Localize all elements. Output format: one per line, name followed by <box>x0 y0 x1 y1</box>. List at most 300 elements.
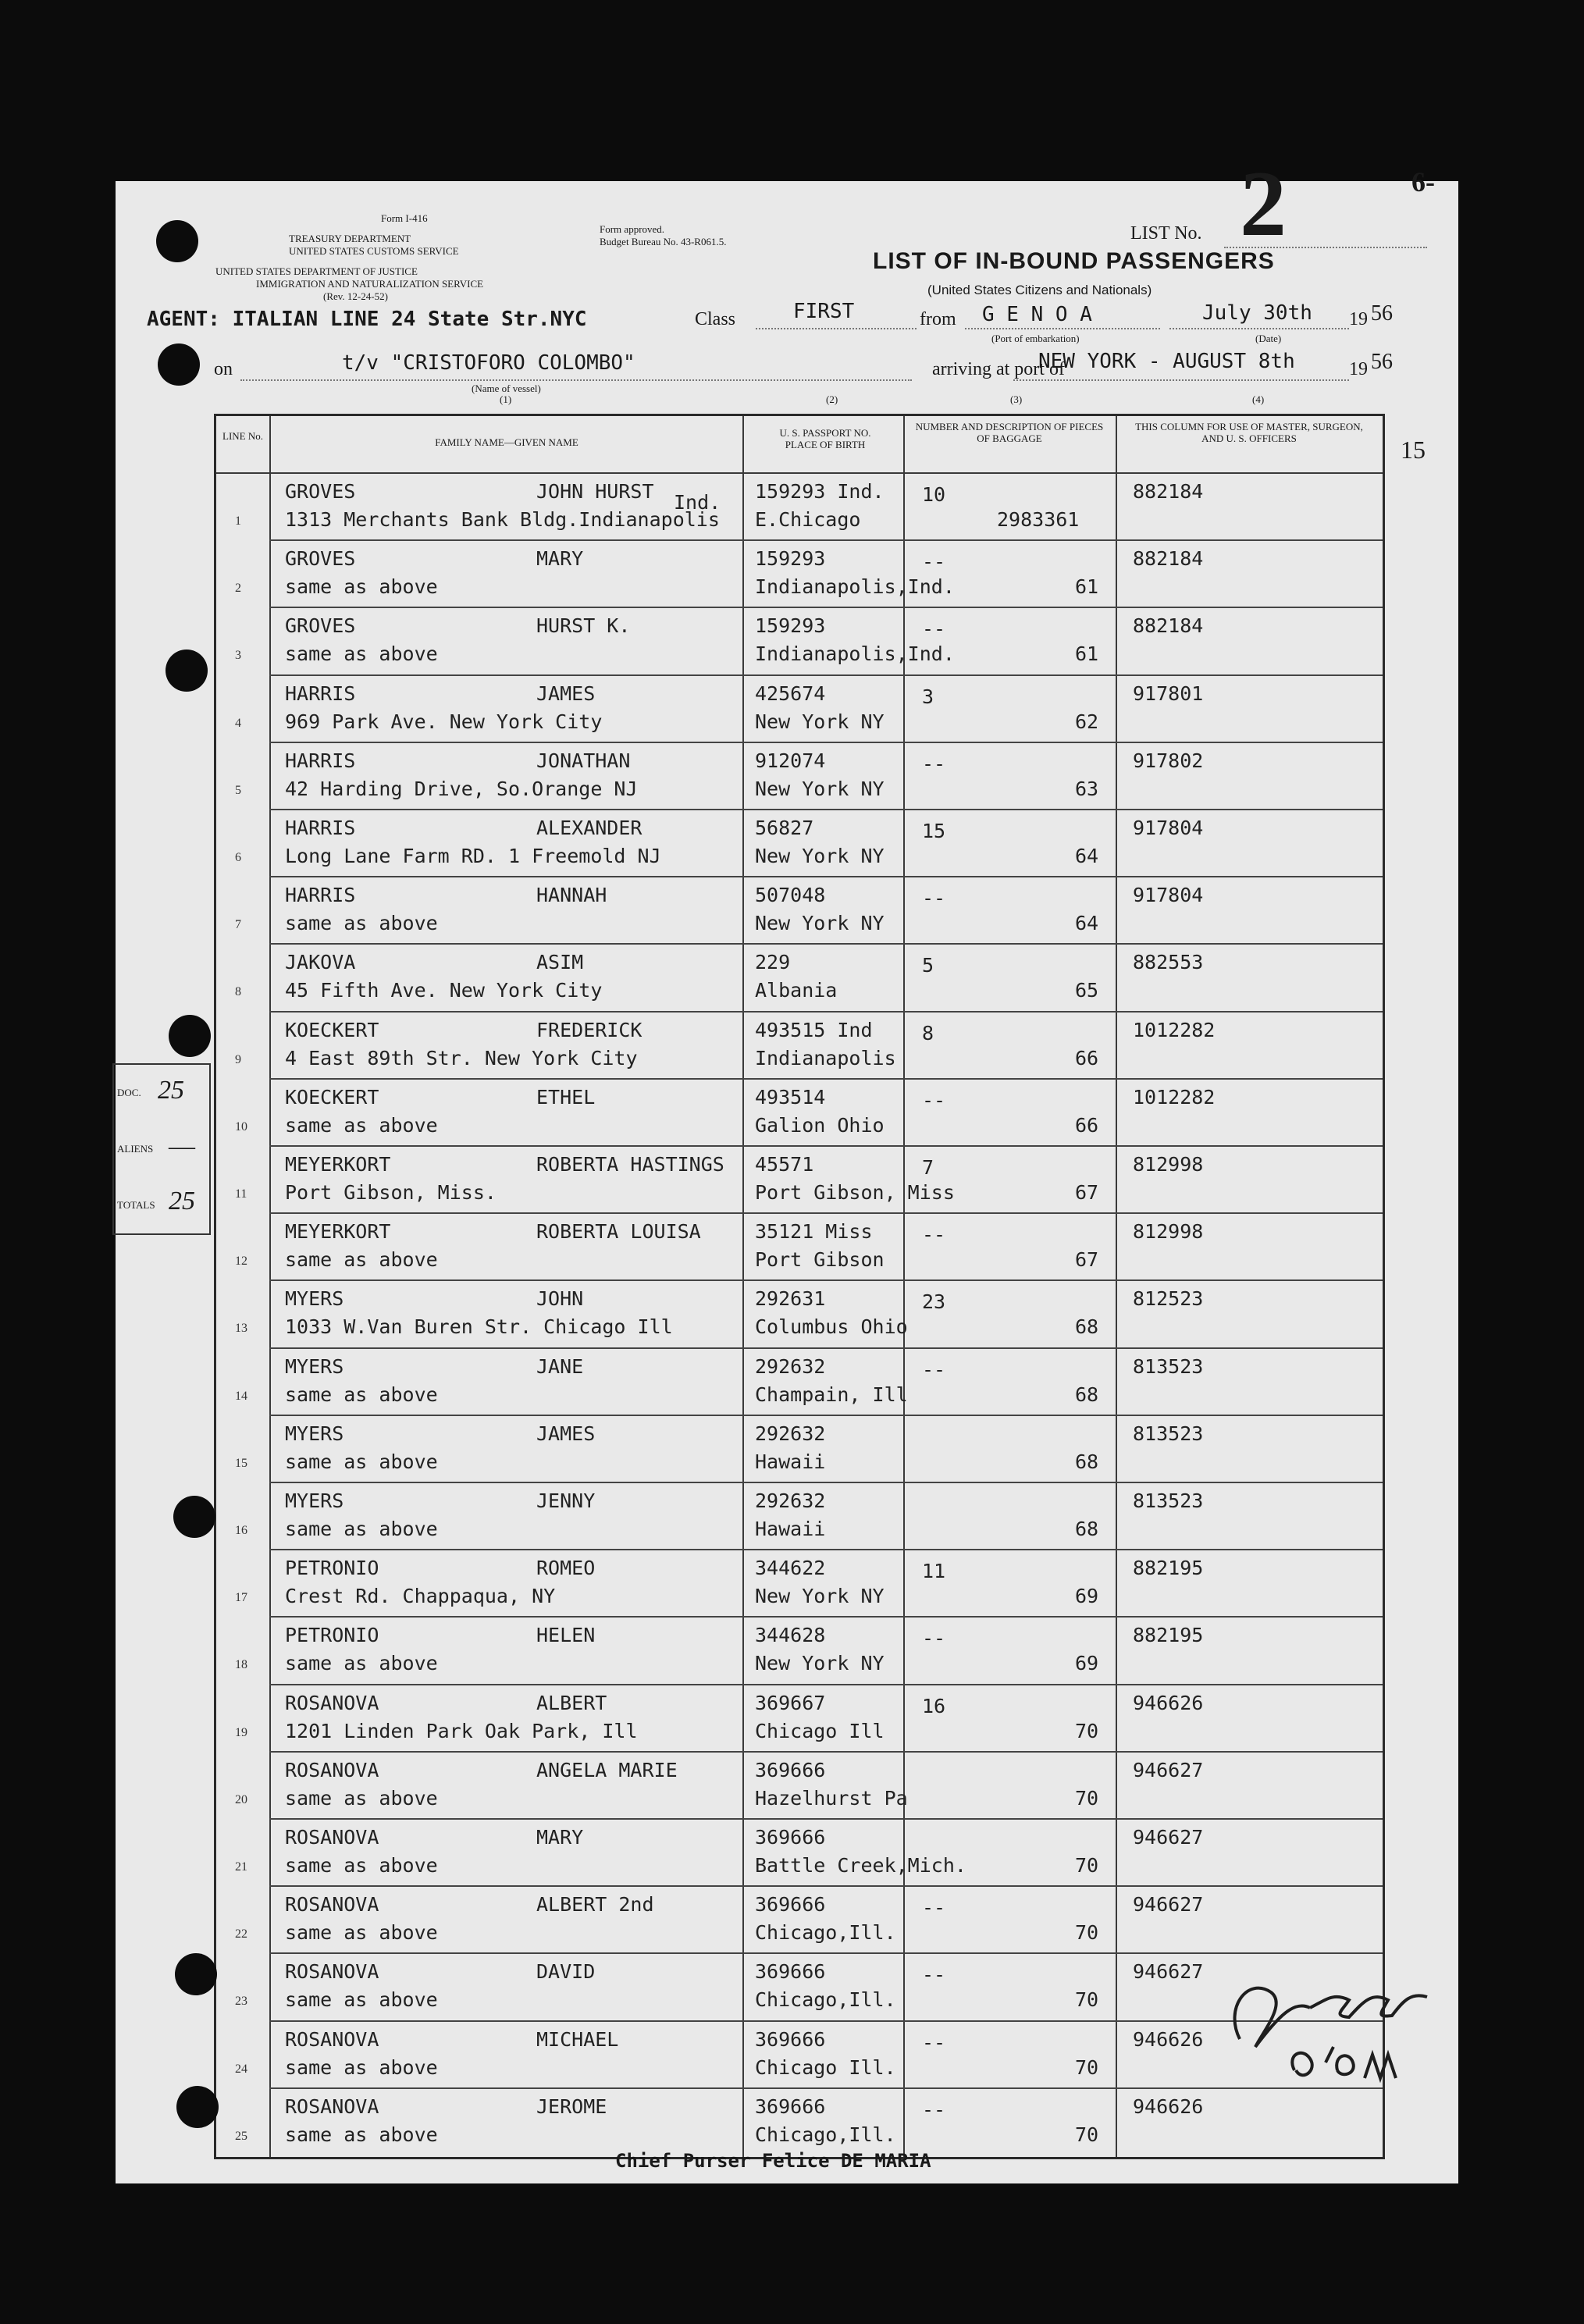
tally-total-label: TOTALS <box>117 1199 155 1211</box>
baggage-pieces: -- <box>922 2030 946 2054</box>
baggage-number: 69 <box>1075 1652 1099 1675</box>
row-divider <box>269 1347 1383 1349</box>
line-number: 18 <box>235 1658 247 1672</box>
passport-number: 292632 <box>755 1489 826 1512</box>
place-of-birth: New York NY <box>755 912 885 935</box>
tally-doc-value: 25 <box>158 1076 184 1105</box>
officer-number: 882184 <box>1133 547 1204 571</box>
from-value: G E N O A <box>982 303 1092 326</box>
family-name: GROVES <box>285 614 356 638</box>
year-suffix: 56 <box>1371 301 1393 326</box>
line-number: 15 <box>235 1456 247 1470</box>
col1-number: (1) <box>500 393 512 405</box>
given-name: ROMEO <box>536 1557 596 1580</box>
address: same as above <box>285 2123 438 2146</box>
passport-number: 507048 <box>755 884 826 907</box>
given-name: JOHN <box>536 1287 584 1311</box>
line-number: 20 <box>235 1792 247 1806</box>
manifest-sheet <box>116 151 1458 2183</box>
baggage-pieces: 7 <box>922 1156 934 1179</box>
col-header-passport: U. S. PASSPORT NO. PLACE OF BIRTH <box>779 427 871 450</box>
row-divider <box>269 1011 1383 1013</box>
family-name: MEYERKORT <box>285 1220 391 1244</box>
list-number: 2 <box>1240 151 1287 255</box>
line-number: 9 <box>235 1052 241 1066</box>
given-name: HELEN <box>536 1624 596 1647</box>
baggage-pieces: 3 <box>922 685 934 708</box>
family-name: MYERS <box>285 1287 344 1311</box>
address: 4 East 89th Str. New York City <box>285 1046 638 1069</box>
given-name: JOHN HURST <box>536 480 654 503</box>
address: same as above <box>285 1854 438 1877</box>
baggage-pieces: -- <box>922 2098 946 2121</box>
address: same as above <box>285 1921 438 1945</box>
baggage-number: 68 <box>1075 1383 1099 1406</box>
given-name: ALEXANDER <box>536 817 642 839</box>
given-name: ALBERT 2nd <box>536 1893 654 1916</box>
line-number: 16 <box>235 1524 247 1537</box>
tally-aliens-label: ALIENS <box>117 1143 154 1155</box>
class-line <box>756 328 917 329</box>
family-name: GROVES <box>285 547 356 571</box>
address: Crest Rd. Chappaqua, NY <box>285 1585 556 1608</box>
customs-service: UNITED STATES CUSTOMS SERVICE <box>289 245 459 257</box>
family-name: HARRIS <box>285 749 356 772</box>
passport-number: 425674 <box>755 682 826 705</box>
place-of-birth: Indianapolis,Ind. <box>755 642 955 666</box>
family-name: MYERS <box>285 1354 344 1378</box>
col-header-baggage: NUMBER AND DESCRIPTION OF PIECES OF BAGGAGE <box>915 421 1104 444</box>
passport-number: 344628 <box>755 1624 826 1647</box>
passport-number: 159293 Ind. <box>755 480 885 503</box>
baggage-number: 61 <box>1075 575 1099 599</box>
baggage-pieces: -- <box>922 1963 946 1987</box>
port-caption: (Port of embarkation) <box>991 333 1080 344</box>
arrival-value: NEW YORK - AUGUST 8th <box>1038 350 1295 373</box>
address: same as above <box>285 1450 438 1473</box>
given-name: ANGELA MARIE <box>536 1758 678 1781</box>
passport-number: 292632 <box>755 1354 826 1378</box>
page-subtitle: (United States Citizens and Nationals) <box>927 283 1152 297</box>
officer-number: 946627 <box>1133 1758 1204 1781</box>
given-name: HURST K. <box>536 614 631 638</box>
tally-aliens-value: — <box>169 1132 195 1161</box>
corner-mark: 6- <box>1411 166 1435 198</box>
place-of-birth: New York NY <box>755 1585 885 1608</box>
col-divider-baggage <box>1116 416 1117 2157</box>
row-divider <box>269 1818 1383 1820</box>
place-of-birth: Chicago Ill <box>755 1719 885 1742</box>
page-count: 15 <box>1401 436 1426 464</box>
row-divider <box>269 607 1383 608</box>
place-of-birth: New York NY <box>755 777 885 800</box>
given-name: JAMES <box>536 682 596 705</box>
place-of-birth: Columbus Ohio <box>755 1315 908 1339</box>
officer-number: 813523 <box>1133 1422 1204 1445</box>
col-divider-passport <box>903 416 905 2157</box>
family-name: ROSANOVA <box>285 2094 379 2118</box>
vessel-caption: (Name of vessel) <box>472 383 541 394</box>
line-number: 17 <box>235 1591 247 1605</box>
officer-number: 1012282 <box>1133 1085 1216 1109</box>
officer-number: 917801 <box>1133 682 1204 705</box>
address: same as above <box>285 1652 438 1675</box>
passport-number: 369666 <box>755 1826 826 1849</box>
tally-total-value: 25 <box>169 1187 195 1215</box>
passport-number: 229 <box>755 951 791 974</box>
place-of-birth: Indianapolis <box>755 1046 896 1069</box>
place-of-birth: Galion Ohio <box>755 1113 885 1137</box>
officer-number: 917804 <box>1133 884 1204 907</box>
passport-number: 344622 <box>755 1557 826 1580</box>
officer-number: 813523 <box>1133 1354 1204 1378</box>
line-number: 10 <box>235 1119 247 1134</box>
passport-number: 292632 <box>755 1422 826 1445</box>
passport-number: 292631 <box>755 1287 826 1311</box>
given-name: MICHAEL <box>536 2027 619 2051</box>
baggage-pieces: 15 <box>922 820 946 842</box>
given-name: ROBERTA LOUISA <box>536 1220 701 1244</box>
baggage-pieces: 5 <box>922 954 934 977</box>
family-name: ROSANOVA <box>285 1826 379 1849</box>
row-divider <box>269 1078 1383 1080</box>
place-of-birth: Battle Creek,Mich. <box>755 1854 966 1877</box>
place-of-birth: Chicago Ill. <box>755 2055 896 2079</box>
row-divider <box>269 809 1383 810</box>
date-caption: (Date) <box>1255 333 1282 344</box>
col3-number: (3) <box>1010 393 1023 405</box>
row-divider <box>269 876 1383 877</box>
line-number: 8 <box>235 985 241 999</box>
family-name: ROSANOVA <box>285 1960 379 1984</box>
officer-number: 946627 <box>1133 1826 1204 1849</box>
tally-doc-label: DOC. <box>117 1087 141 1098</box>
line-number: 6 <box>235 851 241 864</box>
family-name: ROSANOVA <box>285 1758 379 1781</box>
vessel-name: t/v "CRISTOFORO COLOMBO" <box>342 351 635 375</box>
col-divider-name <box>742 416 744 2157</box>
form-approved: Form approved. <box>600 223 665 235</box>
line-number: 11 <box>235 1187 247 1201</box>
family-name: ROSANOVA <box>285 2027 379 2051</box>
family-name: PETRONIO <box>285 1557 379 1580</box>
address: 1313 Merchants Bank Bldg.Indianapolis <box>285 508 720 531</box>
family-name: JAKOVA <box>285 951 356 974</box>
embarkation-date: July 30th <box>1202 301 1312 325</box>
passport-number: 369666 <box>755 1893 826 1916</box>
baggage-number: 69 <box>1075 1585 1099 1608</box>
baggage-number: 64 <box>1075 912 1099 935</box>
place-of-birth: New York NY <box>755 710 885 733</box>
given-name: DAVID <box>536 1960 596 1984</box>
punch-hole <box>176 2086 219 2128</box>
address: same as above <box>285 1988 438 2012</box>
baggage-pieces: -- <box>922 550 946 574</box>
baggage-pieces: 11 <box>922 1560 946 1583</box>
on-label: on <box>214 359 233 379</box>
page-title: LIST OF IN-BOUND PASSENGERS <box>873 248 1275 274</box>
row-divider <box>269 1145 1383 1147</box>
family-name: MYERS <box>285 1489 344 1512</box>
address: Port Gibson, Miss. <box>285 1181 497 1204</box>
baggage-number: 2983361 <box>997 508 1080 531</box>
baggage-pieces: -- <box>922 1223 946 1247</box>
date-line <box>1169 328 1349 329</box>
row-divider <box>269 1549 1383 1550</box>
officer-number: 812523 <box>1133 1287 1204 1311</box>
punch-hole <box>156 220 198 262</box>
passport-number: 56827 <box>755 817 814 839</box>
place-of-birth: E.Chicago <box>755 508 861 531</box>
passport-number: 369666 <box>755 2027 826 2051</box>
address: same as above <box>285 1518 438 1540</box>
given-name: JANE <box>536 1354 584 1378</box>
given-name: ALBERT <box>536 1691 607 1714</box>
officer-number: 812998 <box>1133 1220 1204 1244</box>
line-number: 2 <box>235 582 241 596</box>
row-divider <box>269 1751 1383 1753</box>
given-name: HANNAH <box>536 884 607 907</box>
baggage-pieces: -- <box>922 752 946 775</box>
given-name: FREDERICK <box>536 1018 642 1041</box>
arrival-year: 56 <box>1371 350 1393 374</box>
row-divider <box>269 1212 1383 1214</box>
address: same as above <box>285 1113 438 1137</box>
address: 1201 Linden Park Oak Park, Ill <box>285 1719 638 1742</box>
arriving-label: arriving at port of <box>932 359 1065 379</box>
immigration-service: IMMIGRATION AND NATURALIZATION SERVICE <box>256 278 484 290</box>
officer-number: 1012282 <box>1133 1018 1216 1041</box>
place-of-birth: New York NY <box>755 845 885 867</box>
address: same as above <box>285 1786 438 1810</box>
baggage-number: 67 <box>1075 1248 1099 1272</box>
line-number: 23 <box>235 1995 247 2009</box>
form-number: Form I-416 <box>381 212 428 224</box>
agent-line: AGENT: ITALIAN LINE 24 State Str.NYC <box>147 308 587 331</box>
officer-number: 882184 <box>1133 480 1204 503</box>
address: 1033 W.Van Buren Str. Chicago Ill <box>285 1315 673 1339</box>
from-line <box>965 328 1160 329</box>
family-name: MEYERKORT <box>285 1153 391 1176</box>
family-name: HARRIS <box>285 884 356 907</box>
row-divider <box>269 539 1383 541</box>
line-number: 5 <box>235 783 241 797</box>
given-name: JONATHAN <box>536 749 631 772</box>
given-name: ROBERTA HASTINGS <box>536 1153 724 1176</box>
baggage-number: 63 <box>1075 777 1099 800</box>
arrival-line <box>1013 379 1349 381</box>
address: same as above <box>285 912 438 935</box>
baggage-number: 61 <box>1075 642 1099 666</box>
officer-number: 882553 <box>1133 951 1204 974</box>
address: same as above <box>285 575 438 599</box>
address: 969 Park Ave. New York City <box>285 710 603 733</box>
line-number: 13 <box>235 1322 247 1336</box>
treasury-dept: TREASURY DEPARTMENT <box>289 233 411 244</box>
line-number: 7 <box>235 918 241 932</box>
col-header-line: LINE No. <box>222 430 263 442</box>
row-divider <box>269 742 1383 743</box>
passport-number: 493515 Ind <box>755 1018 873 1041</box>
family-name: ROSANOVA <box>285 1893 379 1916</box>
place-of-birth: Hawaii <box>755 1518 826 1540</box>
baggage-pieces: 8 <box>922 1021 934 1045</box>
address: same as above <box>285 642 438 666</box>
place-of-birth: Indianapolis,Ind. <box>755 575 955 599</box>
officer-number: 882195 <box>1133 1624 1204 1647</box>
passport-number: 369666 <box>755 2094 826 2118</box>
given-name: MARY <box>536 1826 584 1849</box>
row-divider <box>269 1885 1383 1887</box>
passport-number: 45571 <box>755 1153 814 1176</box>
col2-number: (2) <box>826 393 838 405</box>
family-name: MYERS <box>285 1422 344 1445</box>
officer-number: 917804 <box>1133 817 1204 839</box>
year-prefix: 19 <box>1349 309 1368 329</box>
baggage-number: 68 <box>1075 1450 1099 1473</box>
officer-number: 946626 <box>1133 1691 1204 1714</box>
baggage-pieces: 10 <box>922 483 946 506</box>
passport-number: 369667 <box>755 1691 826 1714</box>
class-label: Class <box>695 309 736 329</box>
place-of-birth: Port Gibson, Miss <box>755 1181 955 1204</box>
place-of-birth: Chicago,Ill. <box>755 1921 896 1945</box>
col-header-name: FAMILY NAME—GIVEN NAME <box>435 436 578 448</box>
given-name: JAMES <box>536 1422 596 1445</box>
officer-number: 882184 <box>1133 614 1204 638</box>
officer-number: 917802 <box>1133 749 1204 772</box>
line-number: 21 <box>235 1860 247 1874</box>
baggage-number: 70 <box>1075 1719 1099 1742</box>
baggage-pieces: 23 <box>922 1290 946 1314</box>
line-number: 22 <box>235 1927 247 1941</box>
baggage-pieces: -- <box>922 1896 946 1920</box>
vessel-line <box>240 379 912 381</box>
row-divider <box>269 1415 1383 1416</box>
place-of-birth: Port Gibson <box>755 1248 885 1272</box>
officer-number: 946627 <box>1133 1893 1204 1916</box>
line-number: 3 <box>235 649 241 663</box>
officer-signature <box>1208 1945 1443 2102</box>
tally-box <box>112 1063 211 1235</box>
place-of-birth: Chicago,Ill. <box>755 1988 896 2012</box>
row-divider <box>269 1482 1383 1483</box>
passport-number: 912074 <box>755 749 826 772</box>
line-number: 25 <box>235 2129 247 2143</box>
family-name: KOECKERT <box>285 1018 379 1041</box>
chief-purser: Chief Purser Felice DE MARIA <box>615 2150 931 2172</box>
given-name: JENNY <box>536 1489 596 1512</box>
given-name: ASIM <box>536 951 584 974</box>
address: Long Lane Farm RD. 1 Freemold NJ <box>285 845 661 867</box>
baggage-number: 67 <box>1075 1181 1099 1204</box>
row-divider <box>269 1684 1383 1685</box>
address: same as above <box>285 2055 438 2079</box>
line-number: 4 <box>235 716 241 730</box>
address: 42 Harding Drive, So.Orange NJ <box>285 777 638 800</box>
passport-number: 35121 Miss <box>755 1220 873 1244</box>
family-name: HARRIS <box>285 817 356 839</box>
officer-number: 946626 <box>1133 2027 1204 2051</box>
baggage-number: 70 <box>1075 1988 1099 2012</box>
place-of-birth: New York NY <box>755 1652 885 1675</box>
given-name: ETHEL <box>536 1085 596 1109</box>
baggage-number: 70 <box>1075 1921 1099 1945</box>
given-name: MARY <box>536 547 584 571</box>
name-note: Ind. <box>674 491 721 514</box>
row-divider <box>269 674 1383 676</box>
place-of-birth: Hazelhurst Pa <box>755 1786 908 1810</box>
row-divider <box>269 1616 1383 1618</box>
baggage-number: 70 <box>1075 1854 1099 1877</box>
line-number: 1 <box>235 514 241 528</box>
family-name: HARRIS <box>285 682 356 705</box>
baggage-pieces: 16 <box>922 1694 946 1717</box>
given-name: JEROME <box>536 2094 607 2118</box>
family-name: KOECKERT <box>285 1085 379 1109</box>
baggage-pieces: -- <box>922 887 946 910</box>
row-divider <box>269 943 1383 945</box>
baggage-pieces: -- <box>922 1358 946 1381</box>
baggage-number: 64 <box>1075 845 1099 867</box>
justice-dept: UNITED STATES DEPARTMENT OF JUSTICE <box>215 265 418 277</box>
class-value: FIRST <box>793 300 855 323</box>
line-number: 14 <box>235 1389 247 1403</box>
list-no-label: LIST No. <box>1130 223 1202 244</box>
punch-hole <box>173 1496 215 1538</box>
address: same as above <box>285 1383 438 1406</box>
punch-hole <box>158 343 200 386</box>
passport-number: 369666 <box>755 1758 826 1781</box>
officer-number: 946626 <box>1133 2094 1204 2118</box>
baggage-number: 65 <box>1075 979 1099 1002</box>
family-name: PETRONIO <box>285 1624 379 1647</box>
baggage-number: 70 <box>1075 2055 1099 2079</box>
budget-bureau: Budget Bureau No. 43-R061.5. <box>600 236 727 247</box>
place-of-birth: Chicago,Ill. <box>755 2123 896 2146</box>
family-name: GROVES <box>285 480 356 503</box>
baggage-number: 68 <box>1075 1518 1099 1540</box>
baggage-number: 70 <box>1075 2123 1099 2146</box>
baggage-number: 66 <box>1075 1113 1099 1137</box>
baggage-number: 62 <box>1075 710 1099 733</box>
address: same as above <box>285 1248 438 1272</box>
col4-number: (4) <box>1252 393 1265 405</box>
passport-number: 369666 <box>755 1960 826 1984</box>
revision-date: (Rev. 12-24-52) <box>323 290 388 302</box>
baggage-number: 70 <box>1075 1786 1099 1810</box>
baggage-pieces: -- <box>922 1088 946 1112</box>
baggage-pieces: -- <box>922 617 946 641</box>
header-rule <box>216 472 1383 474</box>
arrival-year-prefix: 19 <box>1349 359 1368 379</box>
family-name: ROSANOVA <box>285 1691 379 1714</box>
baggage-pieces: -- <box>922 1627 946 1650</box>
passport-number: 159293 <box>755 614 826 638</box>
line-number: 12 <box>235 1255 247 1269</box>
address: 45 Fifth Ave. New York City <box>285 979 603 1002</box>
from-label: from <box>920 309 956 329</box>
baggage-number: 68 <box>1075 1315 1099 1339</box>
passport-number: 159293 <box>755 547 826 571</box>
col-header-officers: THIS COLUMN FOR USE OF MASTER, SURGEON, AND U. S. OFFICERS <box>1135 421 1363 444</box>
officer-number: 813523 <box>1133 1489 1204 1512</box>
officer-number: 946627 <box>1133 1960 1204 1984</box>
officer-number: 812998 <box>1133 1153 1204 1176</box>
col-divider-line <box>269 416 271 2157</box>
baggage-number: 66 <box>1075 1046 1099 1069</box>
line-number: 24 <box>235 2062 247 2076</box>
